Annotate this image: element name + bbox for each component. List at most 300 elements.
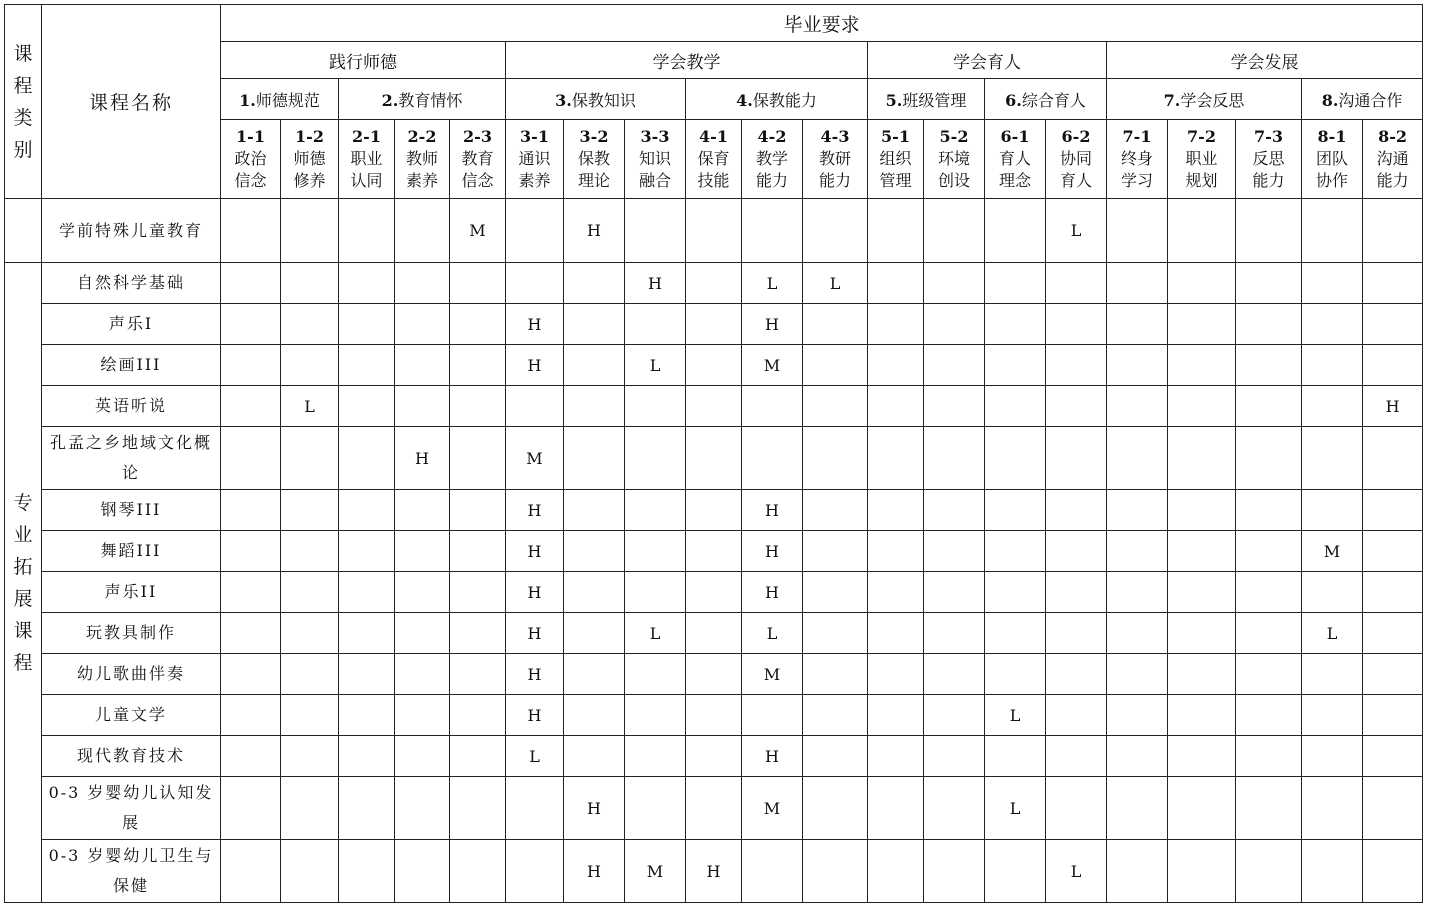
sub-requirement-header: 2-3 教育 信念 — [450, 120, 506, 199]
support-level-cell — [395, 199, 450, 263]
support-level-cell — [924, 777, 985, 840]
support-level-cell — [1168, 840, 1236, 903]
sub-requirement-header: 4-3 教研 能力 — [803, 120, 868, 199]
support-level-cell — [985, 263, 1046, 304]
support-level-cell — [1046, 304, 1107, 345]
support-level-cell — [985, 490, 1046, 531]
support-level-cell — [506, 840, 564, 903]
support-level-cell: H — [742, 490, 803, 531]
support-level-cell: L — [985, 695, 1046, 736]
support-level-cell — [1046, 490, 1107, 531]
support-level-cell — [506, 777, 564, 840]
support-level-cell — [1363, 427, 1423, 490]
support-level-cell — [1363, 654, 1423, 695]
support-level-cell — [564, 427, 625, 490]
support-level-cell — [803, 386, 868, 427]
course-name: 现代教育技术 — [42, 736, 221, 777]
support-level-cell — [924, 490, 985, 531]
group-header: 践行师德 — [221, 42, 506, 79]
support-level-cell — [450, 777, 506, 840]
support-level-cell — [1302, 572, 1363, 613]
support-level-cell: H — [742, 736, 803, 777]
course-category-cell — [5, 263, 42, 903]
support-level-cell: L — [625, 613, 686, 654]
support-level-cell — [1168, 531, 1236, 572]
support-level-cell — [450, 263, 506, 304]
support-level-cell — [803, 304, 868, 345]
support-level-cell — [1168, 695, 1236, 736]
course-category-header — [5, 5, 42, 199]
support-level-cell — [1363, 490, 1423, 531]
support-level-cell — [924, 695, 985, 736]
course-name: 绘画III — [42, 345, 221, 386]
support-level-cell — [1107, 840, 1168, 903]
support-level-cell — [803, 736, 868, 777]
support-level-cell — [506, 263, 564, 304]
support-level-cell: H — [506, 304, 564, 345]
support-level-cell — [868, 386, 924, 427]
table-row — [5, 531, 1423, 572]
support-level-cell — [686, 531, 742, 572]
support-level-cell — [450, 695, 506, 736]
support-level-cell — [1302, 263, 1363, 304]
support-level-cell: M — [742, 654, 803, 695]
support-level-cell — [339, 531, 395, 572]
support-level-cell — [924, 304, 985, 345]
course-name: 声乐II — [42, 572, 221, 613]
requirement-header: 8.沟通合作 — [1302, 79, 1423, 120]
support-level-cell — [924, 427, 985, 490]
sub-requirement-header: 1-1 政治 信念 — [221, 120, 281, 199]
course-name: 钢琴III — [42, 490, 221, 531]
course-name: 自然科学基础 — [42, 263, 221, 304]
table-row — [5, 427, 1423, 490]
support-level-cell — [1236, 427, 1302, 490]
support-level-cell — [1236, 199, 1302, 263]
support-level-cell — [803, 695, 868, 736]
support-level-cell — [1302, 304, 1363, 345]
course-category-cell — [5, 199, 42, 263]
support-level-cell — [221, 490, 281, 531]
support-level-cell — [395, 695, 450, 736]
support-level-cell — [339, 777, 395, 840]
support-level-cell — [686, 695, 742, 736]
support-level-cell — [742, 427, 803, 490]
support-level-cell — [1107, 199, 1168, 263]
group-header: 学会发展 — [1107, 42, 1423, 79]
support-level-cell — [1302, 777, 1363, 840]
support-level-cell: L — [506, 736, 564, 777]
support-level-cell — [395, 572, 450, 613]
support-level-cell — [1046, 777, 1107, 840]
support-level-cell — [1302, 199, 1363, 263]
support-level-cell — [339, 304, 395, 345]
sub-requirement-header: 7-1 终身 学习 — [1107, 120, 1168, 199]
support-level-cell — [686, 490, 742, 531]
support-level-cell — [1168, 304, 1236, 345]
support-level-cell: M — [450, 199, 506, 263]
support-level-cell — [985, 386, 1046, 427]
support-level-cell — [625, 736, 686, 777]
support-level-cell — [924, 386, 985, 427]
support-level-cell — [1168, 345, 1236, 386]
support-level-cell — [1363, 199, 1423, 263]
support-level-cell — [625, 654, 686, 695]
support-level-cell — [1107, 736, 1168, 777]
support-level-cell — [395, 840, 450, 903]
support-level-cell — [1236, 490, 1302, 531]
support-level-cell — [1363, 304, 1423, 345]
support-level-cell — [450, 386, 506, 427]
sub-requirement-header: 6-2 协同 育人 — [1046, 120, 1107, 199]
course-name: 孔孟之乡地域文化概论 — [42, 427, 221, 490]
support-level-cell — [339, 654, 395, 695]
table-row — [5, 840, 1423, 903]
support-level-cell — [281, 840, 339, 903]
support-level-cell — [1046, 572, 1107, 613]
support-level-cell: H — [506, 695, 564, 736]
support-level-cell — [395, 345, 450, 386]
support-level-cell — [803, 199, 868, 263]
table-row — [5, 654, 1423, 695]
support-level-cell — [564, 304, 625, 345]
support-level-cell — [221, 736, 281, 777]
support-level-cell — [1236, 531, 1302, 572]
support-level-cell — [1046, 531, 1107, 572]
support-level-cell: L — [803, 263, 868, 304]
support-level-cell — [803, 840, 868, 903]
support-level-cell — [1236, 654, 1302, 695]
sub-requirement-header: 8-2 沟通 能力 — [1363, 120, 1423, 199]
course-name: 英语听说 — [42, 386, 221, 427]
support-level-cell — [1168, 427, 1236, 490]
support-level-cell — [1363, 736, 1423, 777]
requirement-header: 6.综合育人 — [985, 79, 1107, 120]
support-level-cell — [686, 199, 742, 263]
table-row — [5, 695, 1423, 736]
support-level-cell — [803, 572, 868, 613]
support-level-cell — [221, 840, 281, 903]
support-level-cell — [395, 263, 450, 304]
support-level-cell — [868, 572, 924, 613]
support-level-cell — [625, 427, 686, 490]
support-level-cell — [1107, 695, 1168, 736]
support-level-cell — [1168, 654, 1236, 695]
support-level-cell: M — [742, 777, 803, 840]
table-row — [5, 304, 1423, 345]
sub-requirement-header: 2-2 教师 素养 — [395, 120, 450, 199]
support-level-cell — [1107, 531, 1168, 572]
support-level-cell: L — [281, 386, 339, 427]
course-name: 0-3 岁婴幼儿认知发展 — [42, 777, 221, 840]
support-level-cell — [395, 777, 450, 840]
support-level-cell — [686, 304, 742, 345]
support-level-cell — [803, 613, 868, 654]
support-level-cell — [450, 736, 506, 777]
support-level-cell — [339, 572, 395, 613]
support-level-cell: M — [625, 840, 686, 903]
support-level-cell — [564, 572, 625, 613]
sub-requirement-header: 1-2 师德 修养 — [281, 120, 339, 199]
support-level-cell — [868, 263, 924, 304]
support-level-cell — [450, 654, 506, 695]
support-level-cell — [339, 345, 395, 386]
support-level-cell — [395, 654, 450, 695]
header-row-main — [5, 5, 1423, 42]
support-level-cell — [339, 427, 395, 490]
support-level-cell — [803, 777, 868, 840]
support-level-cell — [564, 736, 625, 777]
support-level-cell — [924, 263, 985, 304]
course-name: 儿童文学 — [42, 695, 221, 736]
section-professional-extension — [5, 263, 1423, 903]
support-level-cell — [450, 490, 506, 531]
support-level-cell — [339, 840, 395, 903]
support-level-cell — [1107, 345, 1168, 386]
support-level-cell — [1236, 613, 1302, 654]
support-level-cell — [221, 386, 281, 427]
support-level-cell — [1046, 736, 1107, 777]
course-requirement-matrix — [4, 4, 1423, 903]
support-level-cell: H — [506, 572, 564, 613]
course-name: 幼儿歌曲伴奏 — [42, 654, 221, 695]
support-level-cell — [1046, 427, 1107, 490]
support-level-cell — [1363, 840, 1423, 903]
requirement-header: 1.师德规范 — [221, 79, 339, 120]
support-level-cell — [339, 490, 395, 531]
sub-requirement-header: 7-3 反思 能力 — [1236, 120, 1302, 199]
support-level-cell — [564, 531, 625, 572]
support-level-cell: H — [506, 654, 564, 695]
support-level-cell — [742, 199, 803, 263]
support-level-cell — [868, 490, 924, 531]
table-row — [5, 572, 1423, 613]
support-level-cell — [1363, 531, 1423, 572]
support-level-cell — [803, 345, 868, 386]
support-level-cell — [1107, 304, 1168, 345]
support-level-cell: L — [1302, 613, 1363, 654]
support-level-cell — [339, 613, 395, 654]
support-level-cell — [221, 572, 281, 613]
support-level-cell — [1236, 304, 1302, 345]
support-level-cell — [281, 736, 339, 777]
support-level-cell: M — [1302, 531, 1363, 572]
support-level-cell — [686, 777, 742, 840]
support-level-cell — [924, 199, 985, 263]
support-level-cell: L — [742, 613, 803, 654]
support-level-cell — [868, 613, 924, 654]
support-level-cell — [450, 572, 506, 613]
support-level-cell — [339, 736, 395, 777]
support-level-cell — [395, 613, 450, 654]
sub-requirement-header: 4-2 教学 能力 — [742, 120, 803, 199]
support-level-cell — [1236, 840, 1302, 903]
sub-requirement-header: 4-1 保育 技能 — [686, 120, 742, 199]
support-level-cell — [281, 572, 339, 613]
support-level-cell — [1107, 427, 1168, 490]
support-level-cell — [1363, 695, 1423, 736]
support-level-cell: H — [564, 840, 625, 903]
support-level-cell — [1302, 654, 1363, 695]
course-name: 声乐I — [42, 304, 221, 345]
support-level-cell — [1107, 572, 1168, 613]
support-level-cell — [564, 613, 625, 654]
support-level-cell — [1107, 263, 1168, 304]
support-level-cell: H — [742, 531, 803, 572]
support-level-cell — [625, 777, 686, 840]
support-level-cell — [985, 304, 1046, 345]
support-level-cell — [868, 654, 924, 695]
support-level-cell — [1168, 736, 1236, 777]
sub-requirement-header: 6-1 育人 理念 — [985, 120, 1046, 199]
support-level-cell — [450, 840, 506, 903]
sub-requirement-header: 3-3 知识 融合 — [625, 120, 686, 199]
support-level-cell — [686, 613, 742, 654]
support-level-cell — [564, 654, 625, 695]
support-level-cell: H — [506, 613, 564, 654]
support-level-cell — [924, 613, 985, 654]
support-level-cell — [395, 736, 450, 777]
support-level-cell — [1046, 345, 1107, 386]
support-level-cell — [395, 386, 450, 427]
support-level-cell — [221, 531, 281, 572]
support-level-cell — [1302, 490, 1363, 531]
table-row — [5, 613, 1423, 654]
support-level-cell — [395, 531, 450, 572]
support-level-cell — [281, 345, 339, 386]
support-level-cell — [506, 199, 564, 263]
support-level-cell — [281, 304, 339, 345]
support-level-cell — [686, 345, 742, 386]
support-level-cell — [1168, 490, 1236, 531]
support-level-cell — [625, 531, 686, 572]
support-level-cell: M — [506, 427, 564, 490]
support-level-cell — [1168, 263, 1236, 304]
support-level-cell — [450, 427, 506, 490]
support-level-cell — [1236, 695, 1302, 736]
support-level-cell — [1302, 427, 1363, 490]
support-level-cell: H — [742, 304, 803, 345]
support-level-cell: H — [506, 531, 564, 572]
table-row — [5, 199, 1423, 263]
support-level-cell — [281, 654, 339, 695]
support-level-cell — [1107, 777, 1168, 840]
support-level-cell — [281, 695, 339, 736]
support-level-cell — [985, 736, 1046, 777]
support-level-cell — [625, 199, 686, 263]
support-level-cell — [625, 490, 686, 531]
support-level-cell — [1236, 386, 1302, 427]
support-level-cell — [924, 572, 985, 613]
support-level-cell: L — [625, 345, 686, 386]
sub-requirement-header: 7-2 职业 规划 — [1168, 120, 1236, 199]
sub-requirement-header: 3-1 通识 素养 — [506, 120, 564, 199]
support-level-cell — [868, 777, 924, 840]
support-level-cell — [1236, 345, 1302, 386]
support-level-cell — [1046, 386, 1107, 427]
support-level-cell — [868, 695, 924, 736]
course-category-text: 专业拓展课程 — [13, 491, 33, 674]
support-level-cell — [450, 613, 506, 654]
support-level-cell — [868, 531, 924, 572]
support-level-cell — [1107, 613, 1168, 654]
support-level-cell — [281, 777, 339, 840]
course-name: 玩教具制作 — [42, 613, 221, 654]
support-level-cell — [625, 695, 686, 736]
support-level-cell — [1363, 263, 1423, 304]
support-level-cell — [281, 531, 339, 572]
support-level-cell — [1046, 695, 1107, 736]
support-level-cell: L — [1046, 840, 1107, 903]
support-level-cell — [1168, 777, 1236, 840]
support-level-cell — [221, 654, 281, 695]
support-level-cell — [1363, 572, 1423, 613]
support-level-cell — [339, 695, 395, 736]
support-level-cell — [985, 427, 1046, 490]
support-level-cell — [924, 345, 985, 386]
support-level-cell — [339, 199, 395, 263]
support-level-cell — [1236, 263, 1302, 304]
support-level-cell — [339, 386, 395, 427]
support-level-cell — [803, 531, 868, 572]
support-level-cell — [221, 695, 281, 736]
support-level-cell — [221, 345, 281, 386]
support-level-cell — [686, 386, 742, 427]
support-level-cell — [1302, 386, 1363, 427]
support-level-cell — [450, 345, 506, 386]
support-level-cell — [868, 427, 924, 490]
support-level-cell — [924, 736, 985, 777]
requirement-header: 5.班级管理 — [868, 79, 985, 120]
header-category-text: 课程类别 — [13, 42, 33, 161]
support-level-cell — [985, 572, 1046, 613]
group-header: 学会育人 — [868, 42, 1107, 79]
support-level-cell — [868, 840, 924, 903]
support-level-cell — [221, 777, 281, 840]
support-level-cell — [450, 531, 506, 572]
support-level-cell — [1363, 613, 1423, 654]
support-level-cell — [985, 654, 1046, 695]
support-level-cell — [924, 654, 985, 695]
support-level-cell — [1302, 345, 1363, 386]
support-level-cell — [221, 613, 281, 654]
support-level-cell — [742, 695, 803, 736]
support-level-cell: H — [564, 777, 625, 840]
support-level-cell — [686, 654, 742, 695]
sub-requirement-header: 3-2 保教 理论 — [564, 120, 625, 199]
course-name: 0-3 岁婴幼儿卫生与保健 — [42, 840, 221, 903]
support-level-cell — [803, 490, 868, 531]
support-level-cell — [686, 427, 742, 490]
support-level-cell — [1168, 199, 1236, 263]
sub-requirement-header: 2-1 职业 认同 — [339, 120, 395, 199]
support-level-cell — [868, 304, 924, 345]
support-level-cell — [742, 840, 803, 903]
table-row — [5, 736, 1423, 777]
table-row — [5, 386, 1423, 427]
support-level-cell — [868, 345, 924, 386]
support-level-cell — [339, 263, 395, 304]
sub-requirement-header: 5-2 环境 创设 — [924, 120, 985, 199]
requirement-header: 3.保教知识 — [506, 79, 686, 120]
support-level-cell: H — [686, 840, 742, 903]
support-level-cell — [985, 613, 1046, 654]
support-level-cell: H — [1363, 386, 1423, 427]
support-level-cell — [1107, 490, 1168, 531]
support-level-cell — [686, 263, 742, 304]
support-level-cell — [1236, 736, 1302, 777]
support-level-cell — [686, 572, 742, 613]
